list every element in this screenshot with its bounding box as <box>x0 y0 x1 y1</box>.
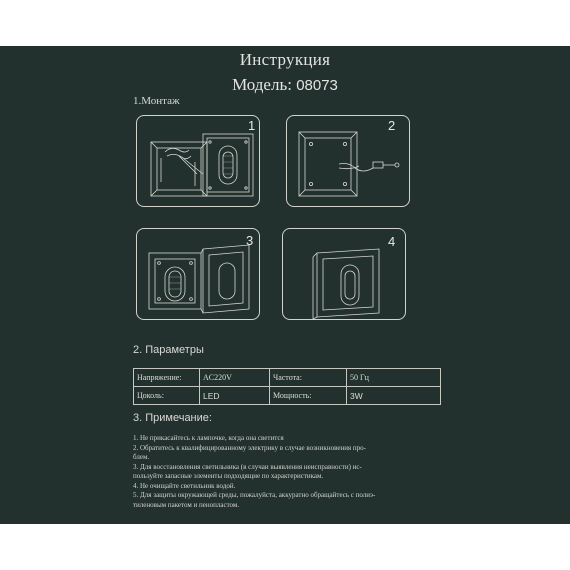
fixture-connection-illustration <box>287 116 411 208</box>
table-cell: Частота: <box>270 369 347 387</box>
table-cell: 3W <box>347 387 441 405</box>
note-line: 5. Для защиты окружающей среды, пожалуйста, аккуратно обращайтесь с полиэ- <box>133 491 376 499</box>
step-panel-2 <box>286 115 410 207</box>
table-row <box>134 369 441 387</box>
step-number: 2 <box>388 118 396 133</box>
finished-fixture-illustration <box>283 229 407 321</box>
table-cell: AC220V <box>200 369 270 387</box>
note-line: 2. Обратитесь к квалифицированному электрику в случае возникновения про- <box>133 443 366 452</box>
table-cell: Цоколь: <box>134 387 200 405</box>
table-cell: LED <box>200 387 270 405</box>
table-cell: Напряжение: <box>134 369 200 387</box>
note-line: 3. Для восстановления светильника (в случаи выявления неисправности) ис- <box>133 462 362 471</box>
step-number: 3 <box>246 233 254 248</box>
instruction-sheet <box>0 46 570 524</box>
notes-list <box>133 434 453 510</box>
step-number: 4 <box>388 234 396 249</box>
note-line: пользуйте запасные элементы подходящие по характеристикам. <box>133 472 324 480</box>
table-cell: 50 Гц <box>347 369 441 387</box>
wall-box-wiring-illustration <box>137 116 261 208</box>
table-row <box>134 387 441 405</box>
section-notes-heading: 3. Примечание: <box>133 412 212 424</box>
note-line: 1. Не прикасайтесь к лампочке, когда она светится <box>133 434 284 442</box>
note-line: 4. Не очищайте светильник водой. <box>133 481 236 490</box>
parameters-table <box>133 368 441 405</box>
section-mount-heading: 1.Монтаж <box>133 95 180 107</box>
step-panel-4 <box>282 228 406 320</box>
step-panel-1 <box>136 115 260 207</box>
table-cell: Мощность: <box>270 387 347 405</box>
step-panel-3 <box>136 228 260 320</box>
model-line <box>0 75 570 95</box>
note-line: тиленовым пакетом и пенопластом. <box>133 500 240 509</box>
document-title: Инструкция <box>239 50 331 69</box>
fixture-insertion-illustration <box>137 229 261 321</box>
section-params-heading: 2. Параметры <box>133 344 204 356</box>
step-number: 1 <box>248 118 256 133</box>
model-label: Модель: <box>232 75 292 94</box>
model-number: 08073 <box>296 77 338 94</box>
note-line: блем. <box>133 453 150 461</box>
